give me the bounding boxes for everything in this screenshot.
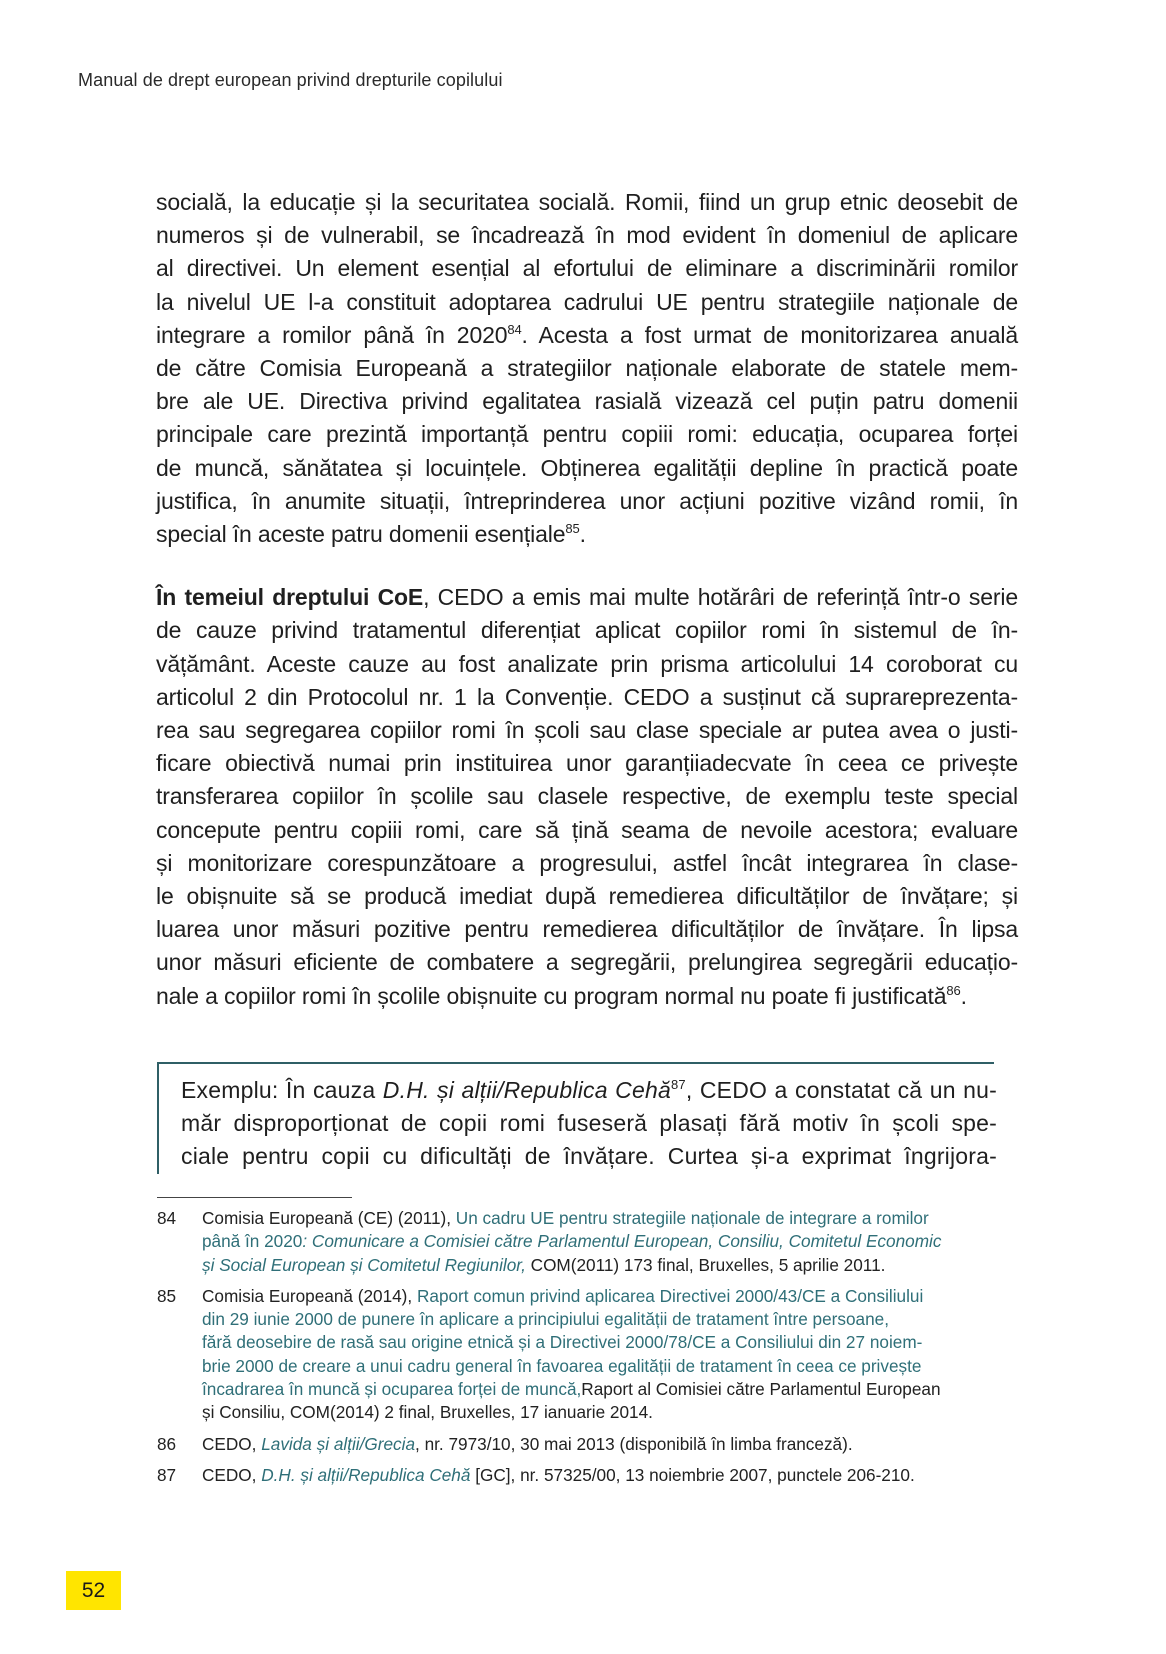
- footnote-link[interactable]: D.H. și alții/Republica Cehă: [261, 1464, 471, 1485]
- text-line: ciale pentru copii cu dificultăți de învățare. Curtea și-a exprimat îngrijora-: [181, 1143, 997, 1170]
- footnote-link[interactable]: Un cadru UE pentru strategiile naționale de integrare a romilor: [455, 1208, 929, 1228]
- text-line: de către Comisia Europeană a strategiilor naționale elaborate de statele mem-: [156, 355, 1018, 382]
- footnote-link[interactable]: Raport comun privind aplicarea Directivei 2000/43/CE a Consiliului: [416, 1285, 924, 1306]
- text-line: numeros și de vulnerabil, se încadrează în mod evident în domeniul de aplicare: [156, 222, 1018, 249]
- text-line: articolul 2 din Protocolul nr. 1 la Convenție. CEDO a susținut că suprareprezenta-: [156, 683, 1018, 710]
- text-line: principale care prezintă importanță pentru copiii romi: educația, ocuparea forței: [156, 421, 1018, 448]
- text-line: concepute pentru copiii romi, care să țină seama de nevoile acestora; evaluare: [156, 816, 1018, 843]
- footnote-link[interactable]: fără deosebire de rasă sau origine etnică și a Directivei 2000/78/CE a Consiliului din 27 noiem-: [202, 1332, 923, 1353]
- footnote-link[interactable]: : Comunicare a Comisiei către Parlamentul European, Consiliu, Comitetul Economic: [302, 1231, 942, 1252]
- text-line: bre ale UE. Directiva privind egalitatea rasială vizează cel puțin patru domenii: [156, 388, 1018, 415]
- text-line: unor măsuri eficiente de combatere a segregării, prelungirea segregării educațio-: [156, 949, 1018, 976]
- main-text: [156, 186, 1018, 1013]
- footnote-84: [157, 1207, 1017, 1277]
- text-line: Exemplu: În cauza D.H. și alții/Republica Cehă$^{87}$, CEDO a constatat că un nu-: [181, 1077, 998, 1103]
- text-line: nale a copiilor romi în școlile obișnuite cu program normal nu poate fi justificată$^{86}$.: [156, 982, 967, 1009]
- text-line: al directivei. Un element esențial al efortului de eliminare a discriminării romilor: [156, 255, 1018, 282]
- footnote-link[interactable]: brie 2000 de creare a unui cadru general în favoarea egalității de tratament în ceea ce privește: [202, 1355, 922, 1376]
- footnote-link[interactable]: din 29 iunie 2000 de punere în aplicare a principiului egalității de tratament între persoane,: [202, 1309, 889, 1330]
- footnote-number: 86: [157, 1433, 177, 1454]
- text-line: special în aceste patru domenii esențiale$^{85}$.: [156, 521, 586, 548]
- footnote-body: CEDO, Lavida și alții/Grecia, nr. 7973/10, 30 mai 2013 (disponibilă în limba franceză).: [202, 1433, 853, 1454]
- footnote-86: [157, 1433, 1017, 1456]
- footnote-link[interactable]: Lavida și alții/Grecia: [261, 1433, 416, 1454]
- text-line: le obișnuite să se producă imediat după remedierea dificultăților de învățare; și: [156, 883, 1018, 910]
- footnote-number: 87: [157, 1464, 177, 1485]
- text-line: luarea unor măsuri pozitive pentru remedierea dificultăților de învățare. În lipsa: [156, 916, 1018, 943]
- text-line: ficare obiectivă numai prin instituirea unor garanțiiadecvate în ceea ce privește: [156, 750, 1018, 777]
- text-line: integrare a romilor până în 2020$^{84}$. Acesta a fost urmat de monitorizarea anuală: [156, 321, 1019, 348]
- footnote-number: 84: [157, 1208, 177, 1228]
- footnote-link[interactable]: și Social European și Comitetul Regiunilor,: [202, 1254, 526, 1275]
- text-line: de cauze privind tratamentul diferențiat aplicat copiilor romi în sistemul de în-: [156, 617, 1018, 644]
- footnote-ref-87[interactable]: 87: [670, 1077, 686, 1092]
- paragraph-eu-law: [156, 186, 1018, 551]
- text-line: măr disproporționat de copii romi fuseseră plasați fără motiv în școli spe-: [181, 1110, 997, 1137]
- footnotes: [157, 1207, 1017, 1495]
- running-header-title: Manual de drept european privind drepturile copilului: [78, 70, 503, 90]
- text-line: la nivelul UE l-a constituit adoptarea cadrului UE pentru strategiile naționale de: [156, 288, 1018, 315]
- footnote-body: CEDO, D.H. și alții/Republica Cehă [GC], nr. 57325/00, 13 noiembrie 2007, punctele 206-210.: [202, 1464, 915, 1485]
- text-line: În temeiul dreptului CoE, CEDO a emis mai multe hotărâri de referință într-o serie: [156, 584, 1018, 611]
- footnote-ref-86[interactable]: 86: [946, 982, 961, 998]
- footnote-number: 85: [157, 1285, 177, 1306]
- footnote-divider: [157, 1197, 352, 1198]
- footnote-ref-85[interactable]: 85: [565, 521, 580, 537]
- text-line: transferarea copiilor în școlile sau clasele respective, de exemplu teste special: [156, 783, 1018, 810]
- example-box: [157, 1062, 998, 1174]
- footnote-body: Comisia Europeană (2014), Raport comun privind aplicarea Directivei 2000/43/CE a Consiliului din 29 iunie 2000 de punere în aplicare a principiului egalității de tratament între persoane, fără deosebire de rasă sau origine etnică și a Directivei 2000/78/CE a Consiliului din 27 noiem- brie 2000 de creare a unui cadru general în favoarea egalității de tratament în ceea ce privește încadrarea în muncă și ocuparea forței de muncă,Raport al Comisiei către Parlamentul European și Consiliu, COM(2014) 2 final, Bruxelles, 17 ianuarie 2014.: [202, 1285, 1017, 1425]
- text-line: justifica, în anumite situații, întreprinderea unor acțiuni pozitive vizând romii, în: [156, 487, 1018, 514]
- footnote-link[interactable]: până în 2020: [202, 1231, 303, 1252]
- footnote-ref-84[interactable]: 84: [507, 321, 522, 337]
- bold-lead: În temeiul dreptului CoE: [156, 584, 424, 611]
- text-line: vățământ. Aceste cauze au fost analizate prin prisma articolului 14 coroborat cu: [156, 650, 1018, 677]
- text-line: socială, la educație și la securitatea socială. Romii, fiind un grup etnic deosebit de: [156, 189, 1018, 215]
- paragraph-coe-law: [156, 581, 1018, 1013]
- text-line: și monitorizare corespunzătoare a progresului, astfel încât integrarea în clase-: [156, 849, 1018, 876]
- footnote-87: [157, 1464, 1017, 1487]
- page-number-badge: 52: [66, 1571, 121, 1610]
- text-line: de muncă, sănătatea și locuințele. Obținerea egalității depline în practică poate: [156, 454, 1018, 481]
- case-name: D.H. și alții/Republica Cehă: [382, 1077, 671, 1103]
- example-text: [181, 1074, 997, 1174]
- footnote-link[interactable]: încadrarea în muncă și ocuparea forței de muncă,: [202, 1379, 582, 1400]
- footnote-85: [157, 1285, 1017, 1425]
- footnote-body: Comisia Europeană (CE) (2011), Un cadru UE pentru strategiile naționale de integrare a romilor până în 2020: Comunicare a Comisiei către Parlamentul European, Consiliu, Comitetul Economic și Social European și Comitetul Regiunilor, COM(2011) 173 final, Bruxelles, 5 aprilie 2011.: [202, 1208, 942, 1275]
- text-line: rea sau segregarea copiilor romi în școli sau clase speciale ar putea avea o justi-: [156, 717, 1018, 744]
